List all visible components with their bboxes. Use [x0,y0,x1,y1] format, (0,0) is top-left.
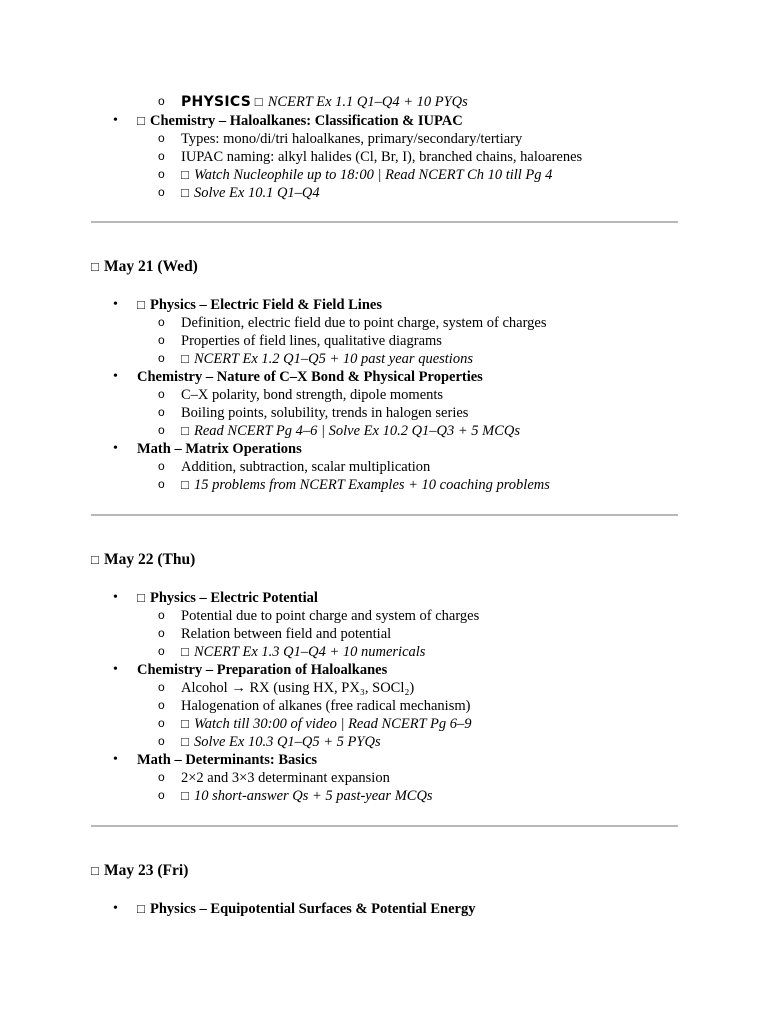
day-block [0,296,768,494]
divider [91,221,678,223]
list-item: o Halogenation of alkanes (free radical mechanism) [137,697,768,715]
day-block [0,900,768,918]
task-item: o □ Read NCERT Pg 4–6 | Solve Ex 10.2 Q1–Q3 + 5 MCQs [137,422,768,440]
task-item: o □ Watch Nucleophile up to 18:00 | Read NCERT Ch 10 till Pg 4 [137,166,768,184]
day-heading: □ May 21 (Wed) [91,258,198,275]
topic-title: Physics – Electric Field & Field Lines [150,297,382,313]
topic-title: Chemistry – Nature of C–X Bond & Physical Properties [137,369,483,385]
topic-title: Physics – Electric Potential [150,590,318,606]
list-item: o Potential due to point charge and system of charges [137,607,768,625]
topic-title: Chemistry – Haloalkanes: Classification & IUPAC [150,113,463,129]
day-heading: □ May 22 (Thu) [91,551,196,568]
list-item: o Alcohol → RX (using HX, PX₃, SOCl₂) [137,679,768,697]
checkbox-icon: □ [181,788,189,803]
top-block [0,92,768,202]
math-topic [0,751,768,805]
task-item: o □ NCERT Ex 1.2 Q1–Q5 + 10 past year questions [137,350,768,368]
chemistry-topic [0,368,768,440]
list-item: o Relation between field and potential [137,625,768,643]
chemistry-topic [0,112,768,202]
topic-title: Chemistry – Preparation of Haloalkanes [137,662,388,678]
checkbox-icon: □ [254,94,263,109]
physics-label: PHYSICS [181,94,252,110]
task-item: o □ 15 problems from NCERT Examples + 10 coaching problems [137,476,768,494]
checkbox-icon: □ [181,477,189,492]
math-topic [0,440,768,494]
checkbox-icon: □ [137,113,145,128]
divider [91,514,678,516]
checkbox-icon: □ [137,901,145,916]
task-item: o □ NCERT Ex 1.3 Q1–Q4 + 10 numericals [137,643,768,661]
physics-summary-item [137,92,768,112]
checkbox-icon: □ [181,734,189,749]
list-item: o Addition, subtraction, scalar multiplication [137,458,768,476]
list-item: o 2×2 and 3×3 determinant expansion [137,769,768,787]
list-item: o Definition, electric field due to point charge, system of charges [137,314,768,332]
topic-title: Physics – Equipotential Surfaces & Potential Energy [150,901,476,917]
top-list [0,92,768,202]
task-item: o □ Solve Ex 10.3 Q1–Q5 + 5 PYQs [137,733,768,751]
list-item: o Boiling points, solubility, trends in halogen series [137,404,768,422]
physics-topic [0,589,768,661]
checkbox-icon: □ [181,644,189,659]
list-item: o C–X polarity, bond strength, dipole moments [137,386,768,404]
list-item: o IUPAC naming: alkyl halides (Cl, Br, I), branched chains, haloarenes [137,148,768,166]
topic-title: Math – Matrix Operations [137,441,302,457]
calendar-icon: □ [91,863,99,878]
task-item: o □ Solve Ex 10.1 Q1–Q4 [137,184,768,202]
list-item: o Types: mono/di/tri haloalkanes, primary/secondary/tertiary [137,130,768,148]
task-text: NCERT Ex 1.1 Q1–Q4 + 10 PYQs [267,94,468,110]
calendar-icon: □ [91,259,99,274]
calendar-icon: □ [91,552,99,567]
physics-topic [0,900,768,918]
chemistry-topic [0,661,768,751]
task-item: o □ 10 short-answer Qs + 5 past-year MCQs [137,787,768,805]
checkbox-icon: □ [181,351,189,366]
physics-topic [0,296,768,368]
checkbox-icon: □ [137,297,145,312]
divider [91,825,678,827]
topic-title: Math – Determinants: Basics [137,752,318,768]
checkbox-icon: □ [137,590,145,605]
checkbox-icon: □ [181,185,189,200]
checkbox-icon: □ [181,716,189,731]
checkbox-icon: □ [181,423,189,438]
task-item: o □ Watch till 30:00 of video | Read NCERT Pg 6–9 [137,715,768,733]
checkbox-icon: □ [181,167,189,182]
day-heading: □ May 23 (Fri) [91,862,189,879]
day-block [0,589,768,805]
list-item: o Properties of field lines, qualitative diagrams [137,332,768,350]
